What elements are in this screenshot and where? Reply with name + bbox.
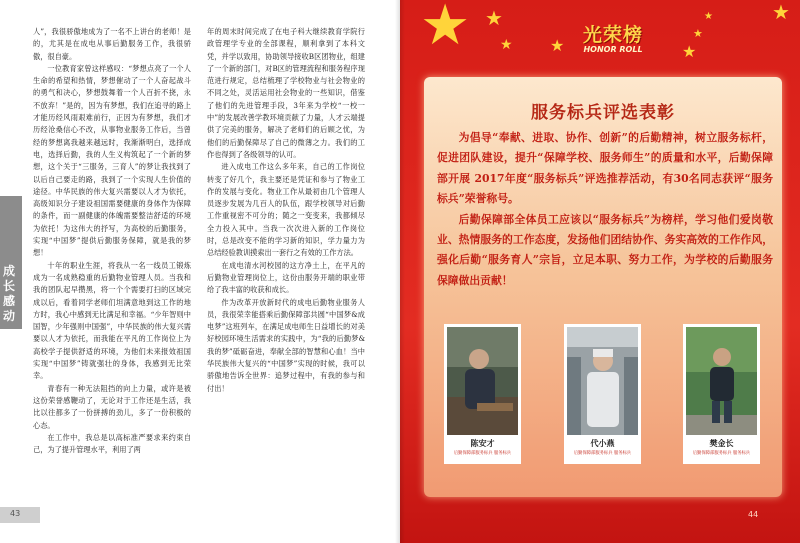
badge-subtitle: HONOR ROLL — [583, 45, 643, 54]
winner-card — [683, 324, 760, 464]
star-icon: ★ — [772, 0, 790, 24]
winner-name: 樊金长 — [709, 439, 734, 448]
article-paragraph: 进入成电工作这么多年来，自己的工作岗位转变了好几个，我主要还是凭证和参与了物业工作的发展与变化。物业工作从最初由几个管理人员逐步发展为几百人的队伍，跟学校领导对后勤工作重视密不可分的；随之一变变来，我都倾尽全力投入其中。当我一次次进入新的工作岗位时，总是改变不能的学习新的知识，学力量力为总结经验教训摸索出一套行之有效的工作方法。 — [207, 162, 365, 258]
winner-photo — [567, 327, 638, 435]
winner-title: 后勤保障部服务标兵 服务标兵 — [692, 451, 751, 456]
panel-paragraph: 为倡导“奉献、进取、协作、创新”的后勤精神，树立服务标杆，促进团队建设，提升“保障学校、服务师生”的质量和水平，后勤保障部开展 2017年度“服务标兵”评选推荐活动，有30名同志获评“服务标兵”荣誉称号。 — [437, 131, 773, 206]
panel-paragraph: 后勤保障部全体员工应该以“服务标兵”为榜样，学习他们爱岗敬业、热情服务的工作态度，发扬他们团结协作、务实高效的工作作风，强化后勤“服务育人”宗旨，立足本职、努力工作，为学校的后勤服务保障做出贡献！ — [437, 212, 773, 287]
star-icon: ★ — [500, 37, 513, 53]
article-paragraph: 人”，我很骄傲地成为了一名不上讲台的老师！是的，尤其是在成电从事后勤服务工作，我很骄傲，很自豪。 — [33, 27, 191, 61]
winner-caption — [683, 435, 760, 464]
winner-caption — [444, 435, 521, 464]
honor-roll-badge — [563, 20, 663, 64]
winner-photo — [447, 327, 518, 435]
winner-title: 后勤保障部服务标兵 服务标兵 — [453, 451, 512, 456]
star-icon: ★ — [550, 36, 565, 55]
side-tab-text: 成长 感动 — [3, 264, 16, 323]
winner-photo — [686, 327, 757, 435]
star-icon: ★ — [485, 6, 503, 30]
page-number-text: 43 — [10, 509, 21, 518]
article-paragraph: 十年的职业生涯，将我从一名一线员工锻炼成为一名成熟稳重的后勤物业管理人员。当我和我的团队起早攒黑，将一个个需要打扫的区域完成以后，看着同学老师们坦满意地到这工作的地方时，我心中感到无比满足和幸福。“少年智则中国智，少年强则中国强”，中华民族的伟大复兴需要以人才为依托，而我能在平凡的工作岗位上为高校学子提供舒适的环境，为他们未来报效祖国实现“中国梦”铸就强壮的身体，我感到无比荣幸。 — [33, 260, 191, 381]
badge-title: 光荣榜 — [582, 24, 643, 46]
panel-title: 服务标兵评选表彰 — [531, 103, 675, 123]
winner-name: 代小燕 — [590, 439, 615, 448]
big-star-icon: ★ — [420, 0, 471, 58]
article-paragraph: 青春有一种无法阻挡的向上力量，或许是被这份荣誉感鞭动了，无论对于工作还是生活，我比以往都多了一份拼搏的劲儿，多了一份积极的心态。 — [33, 383, 191, 430]
article-paragraph: 一位教育家曾这样感叹：“梦想点亮了一个人生命的希望和热情，梦想催动了一个人奋起战斗的勇气和决心，梦想鼓舞着一个人百折不挠，永不放弃！”是的，因为有梦想，我们在追寻的路上才能历经风雨艰难前行，正因为有梦想，我们才历经沧桑信心不改，从事物业服务工作后，当曾经的梦想离我越来越远时，我渐渐明白，选择成电，选择后勤，我的人生义构筑起了一个新的梦想，这个关于“三服务，三育人”的梦让我找到了以后自己要走的路，我到了一个实现人生价值的途径。中华民族的伟大复兴需要以人才为依托，高级知识分子建设祖国需要健康的身体作为保障的条件，而一副健康的体魄需要整洁舒适的环境为依托！为这伟大的抒写，为高校的后勤服务，实现“中国梦”提供后勤服务保障，就是我的梦想！ — [33, 63, 191, 258]
panel-body — [437, 128, 773, 291]
star-icon: ★ — [704, 11, 713, 22]
article-paragraph: 年的周末时间完成了在电子科大继续教育学院行政管理学专业的全部课程，顺利拿到了本科文凭，并学以致用，协助领导接收B区团物业，组建了一个新的部门，对B区的管理流程和服务程序现范进行规定，总结梳理了学校物业与社会物业的不同之处，灵活运用社会物业的一些知识，借鉴了他们的先进管理手段，3年来为学校“一校一中”的发展改善学教环境贡献了力量，人才云端提供了完美的服务，解决了老师们的后顾之忧，为他们的后勤保障尽了自己的微薄之力。我们的工作也得到了各级领导的认可。 — [207, 27, 365, 159]
honor-panel — [424, 77, 782, 497]
right-page — [400, 0, 800, 543]
article-column-2 — [207, 26, 365, 516]
spine-gutter — [395, 0, 405, 543]
page-number-right: 44 — [748, 510, 759, 519]
winner-title: 后勤保障部服务标兵 服务标兵 — [573, 451, 632, 456]
page-number-left — [0, 507, 40, 523]
winner-card — [444, 324, 521, 464]
article-column-1 — [33, 26, 191, 532]
star-icon: ★ — [682, 42, 697, 61]
article-paragraph: 作为改革开放新时代的成电后勤物业服务人员，我很荣幸能搭乘后勤保障部共圆“中国梦&成电梦”这班列车，在满足成电师生日益增长的对美好校园环境生活需求的实践中，为“我的后勤梦&我的梦”砥砺奋进，奉献全部的智慧和心血！当中华民族伟大复兴的“中国梦”实现的时候，我可以骄傲地告诉全世界：追梦过程中，有我的参与和付出！ — [207, 297, 365, 393]
star-icon: ★ — [693, 27, 703, 40]
section-side-tab — [0, 196, 22, 329]
article-paragraph: 在工作中，我总是以高标准严要求来约束自己，为了提升管理水平，利用了两 — [33, 432, 191, 455]
article-paragraph: 在成电清水河校园的这方净土上，在平凡的后勤物业管理岗位上，这份由服务开端的职业带给了我丰富的收获和成长。 — [207, 260, 365, 295]
winner-caption — [564, 435, 641, 464]
winner-name: 陈安才 — [470, 439, 495, 448]
winner-card — [564, 324, 641, 464]
